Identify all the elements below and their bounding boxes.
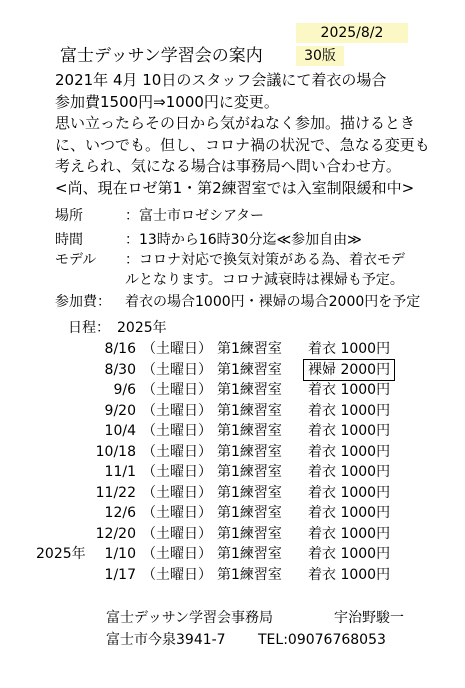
model-value-continued: ルとなります。コロナ減衰時は裸婦も予定。: [125, 272, 404, 288]
schedule-row: [0, 524, 465, 544]
schedule-room: 第1練習室: [217, 566, 282, 583]
page-title: 富士デッサン学習会の案内: [60, 46, 263, 66]
notice-line: 考えられ、気になる場合は事務局へ問い合わせ方。: [55, 157, 401, 176]
schedule-room: 第1練習室: [217, 484, 282, 501]
schedule-row: [0, 442, 465, 462]
footer-contact-name: 宇治野駿一: [334, 610, 404, 626]
footer-address: 富士市今泉3941-7: [106, 632, 226, 648]
schedule-type-fee: 着衣 1000円: [308, 402, 391, 419]
fee-row: [55, 291, 420, 313]
schedule-weekday: （土曜日）: [142, 546, 212, 562]
schedule-room: 第1練習室: [217, 525, 282, 542]
schedule-weekday: （土曜日）: [142, 443, 212, 460]
schedule-row: [0, 339, 465, 359]
notice-line: に、いつでも。但し、コロナ禍の状況で、急なる変更も: [55, 135, 430, 154]
place-row: [55, 205, 264, 227]
schedule-date: 9/20: [104, 402, 136, 419]
schedule-title: 日程： 2025年: [68, 320, 167, 336]
date-badge: 2025/8/2: [296, 23, 408, 43]
schedule-row: [0, 503, 465, 523]
schedule-date: 10/4: [104, 423, 136, 439]
schedule-room: 第1練習室: [217, 505, 282, 521]
schedule-type-fee: 着衣 1000円: [308, 341, 391, 357]
schedule-weekday: （土曜日）: [142, 382, 212, 398]
schedule-row: [0, 421, 465, 441]
schedule-room: 第1練習室: [217, 423, 282, 439]
notice-paragraph: [55, 70, 430, 200]
version-badge: 30版: [296, 46, 344, 66]
schedule-date: 9/6: [113, 382, 136, 398]
schedule-type-fee: 着衣 1000円: [308, 382, 391, 398]
schedule-weekday: （土曜日）: [142, 341, 212, 357]
schedule-type-fee: 着衣 1000円: [308, 423, 391, 439]
time-label: 時間: [55, 232, 83, 248]
schedule-weekday: （土曜日）: [142, 484, 212, 501]
schedule-type-fee: 着衣 1000円: [308, 525, 391, 542]
schedule-date: 1/17: [104, 566, 136, 583]
schedule-type-fee: 着衣 1000円: [308, 566, 391, 583]
schedule-date: 10/18: [95, 443, 136, 460]
fee-value: 着衣の場合1000円・裸婦の場合2000円を予定: [125, 294, 421, 310]
schedule-room: 第1練習室: [217, 464, 282, 480]
schedule-weekday: （土曜日）: [142, 525, 212, 542]
schedule-weekday: （土曜日）: [142, 566, 212, 583]
schedule-weekday: （土曜日）: [142, 361, 212, 378]
fee-label: 参加費：: [55, 294, 111, 310]
schedule-row: [0, 360, 465, 380]
place-label: 場所: [55, 208, 83, 224]
schedule-row: [0, 544, 465, 564]
schedule-date: 8/30: [104, 361, 136, 378]
schedule-date: 8/16: [104, 341, 136, 357]
schedule-row: [0, 462, 465, 482]
schedule-year: 2025年: [36, 546, 86, 562]
notice-line: 2021年 4月 10日のスタッフ会議にて着衣の場合: [55, 71, 387, 89]
schedule-row: [0, 380, 465, 400]
schedule-row: [0, 483, 465, 503]
schedule-row: [0, 565, 465, 585]
schedule-weekday: （土曜日）: [142, 505, 212, 521]
schedule-type-fee: 着衣 1000円: [308, 505, 391, 521]
schedule-type-fee: 着衣 1000円: [308, 464, 391, 480]
schedule-date: 12/20: [95, 525, 136, 542]
schedule-weekday: （土曜日）: [142, 464, 212, 480]
schedule-type-fee: 着衣 1000円: [308, 546, 391, 562]
notice-line: 思い立ったらその日から気がねなく参加。描けるとき: [55, 114, 416, 133]
notice-line: 参加費1500円⇒1000円に変更。: [55, 92, 279, 111]
schedule-room: 第1練習室: [217, 402, 282, 419]
schedule-date: 11/1: [104, 464, 136, 480]
model-row: [55, 249, 405, 271]
schedule-date: 12/6: [104, 505, 136, 521]
schedule-room: 第1練習室: [217, 443, 282, 460]
schedule-room: 第1練習室: [217, 341, 282, 357]
footer-tel: TEL:09076768053: [258, 632, 386, 648]
schedule-room: 第1練習室: [217, 546, 282, 562]
schedule-weekday: （土曜日）: [142, 402, 212, 419]
notice-line: <尚、現在ロゼ第1・第2練習室では入室制限緩和中>: [55, 178, 415, 197]
schedule-type-fee: 着衣 1000円: [308, 443, 391, 460]
schedule-date: 11/22: [95, 484, 136, 501]
schedule-room: 第1練習室: [217, 382, 282, 398]
time-value: ：13時から16時30分迄≪参加自由≫: [125, 232, 362, 248]
schedule-weekday: （土曜日）: [142, 423, 212, 439]
schedule-row: [0, 401, 465, 421]
schedule-date: 1/10: [104, 546, 136, 562]
model-value: ：コロナ対応で換気対策がある為、着衣モデ: [125, 252, 405, 268]
time-row: [55, 229, 362, 251]
schedule-room: 第1練習室: [217, 361, 282, 378]
schedule-type-fee: 裸婦 2000円: [304, 360, 394, 380]
place-value: ：富士市ロゼシアター: [125, 208, 265, 224]
footer-org: 富士デッサン学習会事務局: [106, 610, 274, 626]
model-label: モデル: [55, 252, 97, 268]
schedule-type-fee: 着衣 1000円: [308, 484, 391, 501]
